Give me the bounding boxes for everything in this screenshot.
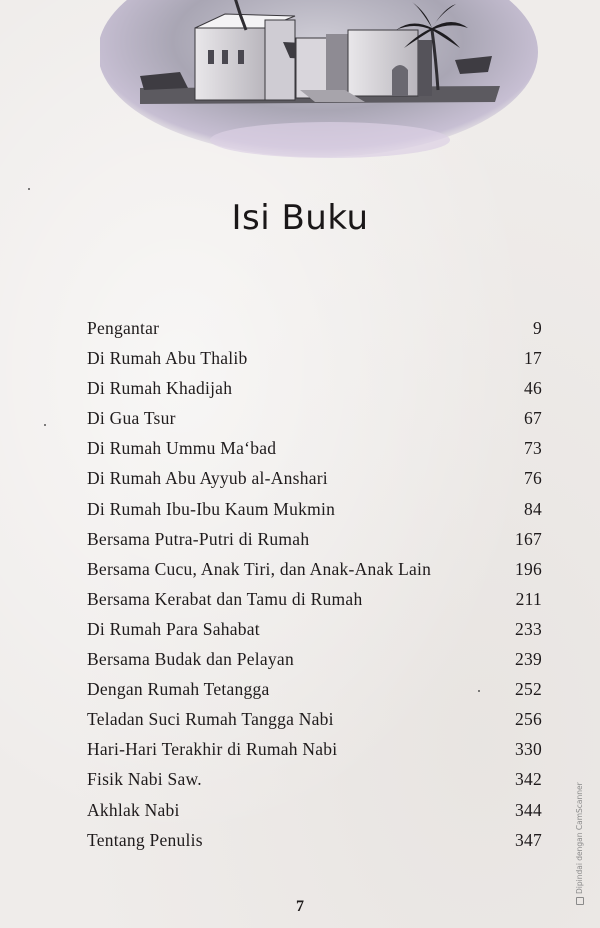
toc-entry-page: 17 (524, 348, 542, 369)
toc-entry-page: 167 (515, 528, 542, 549)
toc-entry-title: Teladan Suci Rumah Tangga Nabi (87, 709, 334, 730)
toc-entry-page: 84 (524, 498, 542, 519)
toc-entry (87, 589, 542, 619)
toc-entry-page: 211 (515, 588, 542, 609)
toc-entry (87, 769, 542, 799)
toc-entry-page: 330 (515, 739, 542, 760)
toc-entry-title: Di Rumah Ummu Ma‘bad (87, 438, 277, 459)
toc-entry (87, 348, 542, 378)
toc-entry (87, 499, 542, 529)
toc-entry-title: Bersama Cucu, Anak Tiri, dan Anak-Anak Lain (87, 558, 432, 579)
scan-speck (28, 188, 30, 190)
toc-entry-title: Dengan Rumah Tetangga (87, 679, 270, 700)
toc-entry (87, 378, 542, 408)
toc-entry-page: 347 (515, 829, 542, 850)
toc-entry (87, 559, 542, 589)
toc-entry (87, 408, 542, 438)
toc-entry-page: 233 (515, 618, 542, 639)
toc-entry-title: Di Gua Tsur (87, 408, 176, 429)
page-number: 7 (296, 898, 304, 915)
toc-entry (87, 318, 542, 348)
toc-entry-page: 73 (524, 438, 542, 459)
scanner-watermark (575, 782, 584, 905)
toc-entry (87, 619, 542, 649)
toc-entry-title: Fisik Nabi Saw. (87, 769, 202, 790)
toc-entry-title: Tentang Penulis (87, 829, 203, 850)
toc-entry-title: Bersama Putra-Putri di Rumah (87, 528, 310, 549)
toc-entry-title: Di Rumah Para Sahabat (87, 618, 260, 639)
toc-entry-title: Di Rumah Abu Ayyub al-Anshari (87, 468, 328, 489)
scan-speck (478, 690, 480, 692)
toc-entry-title: Di Rumah Ibu-Ibu Kaum Mukmin (87, 498, 336, 519)
toc-entry (87, 830, 542, 860)
toc-entry (87, 649, 542, 679)
camscanner-icon (576, 897, 584, 905)
toc-entry-title: Bersama Kerabat dan Tamu di Rumah (87, 588, 363, 609)
toc-entry-title: Akhlak Nabi (87, 799, 180, 820)
toc-entry-page: 342 (515, 769, 542, 790)
scanner-watermark-text: Dipindai dengan CamScanner (575, 782, 584, 894)
toc-entry-page: 67 (524, 408, 542, 429)
toc-entry (87, 739, 542, 769)
toc-entry-page: 239 (515, 649, 542, 670)
toc-entry-title: Hari-Hari Terakhir di Rumah Nabi (87, 739, 338, 760)
toc-entry-page: 256 (515, 709, 542, 730)
toc-entry-title: Bersama Budak dan Pelayan (87, 649, 294, 670)
toc-entry (87, 800, 542, 830)
toc-entry (87, 438, 542, 468)
toc-entry-page: 9 (533, 318, 542, 338)
scan-speck (44, 424, 46, 426)
toc-entry (87, 679, 542, 709)
toc-entry (87, 529, 542, 559)
toc-entry (87, 468, 542, 498)
toc-entry-title: Di Rumah Khadijah (87, 378, 233, 399)
toc-entry-title: Di Rumah Abu Thalib (87, 348, 248, 369)
toc-entry-page: 344 (515, 799, 542, 820)
toc-entry-title: Pengantar (87, 318, 160, 338)
toc-entry-page: 196 (515, 558, 542, 579)
toc-entry-page: 252 (515, 679, 542, 700)
toc-entry-page: 76 (524, 468, 542, 489)
toc-entry (87, 709, 542, 739)
page-title: Isi Buku (231, 198, 369, 238)
toc-entry-page: 46 (524, 378, 542, 399)
table-of-contents (87, 318, 542, 860)
desert-houses-palm-illustration (100, 0, 540, 160)
